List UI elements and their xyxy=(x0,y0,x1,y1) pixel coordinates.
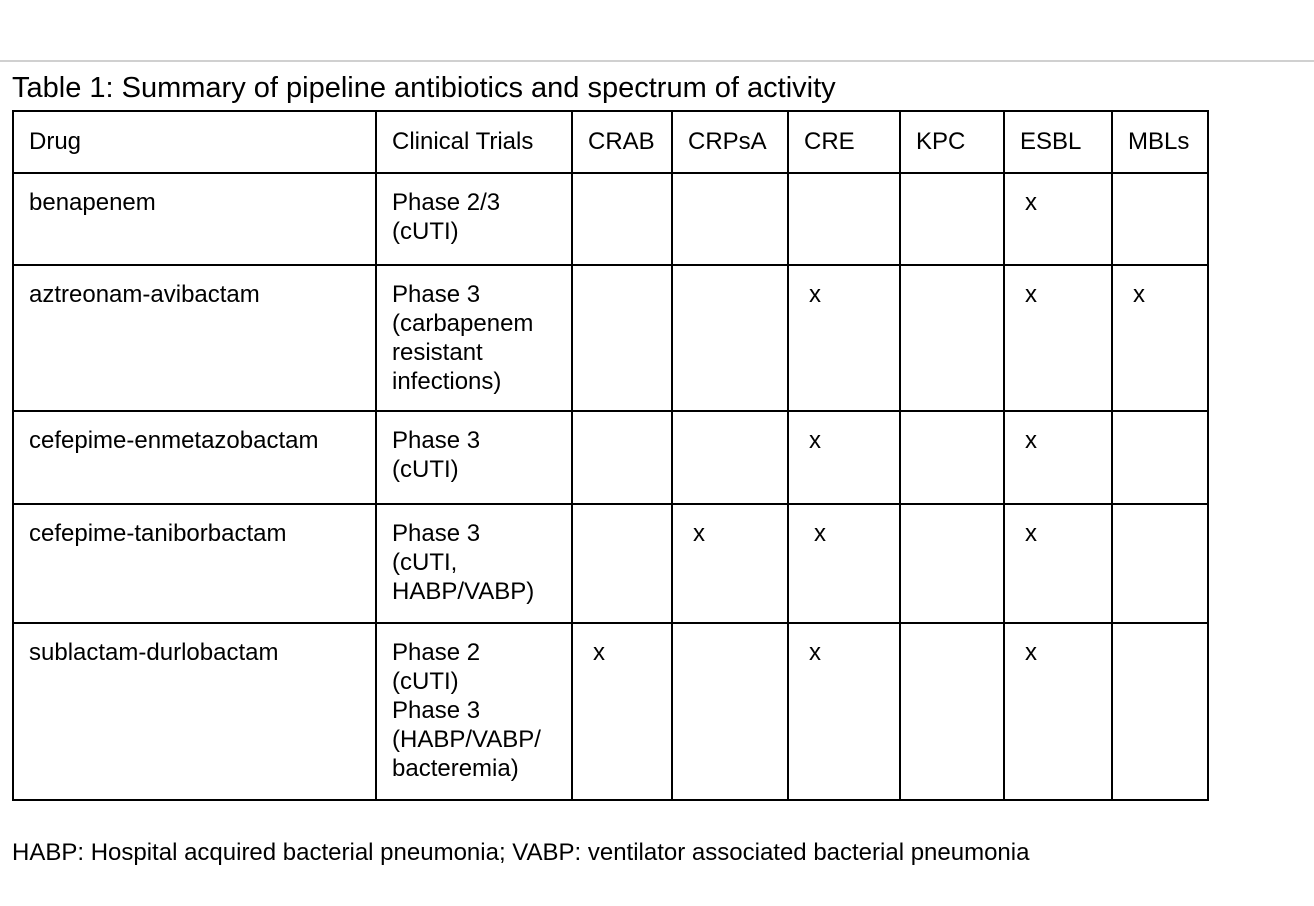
table-row xyxy=(13,173,1208,265)
header-esbl: ESBL xyxy=(1004,111,1112,173)
header-clinical-trials: Clinical Trials xyxy=(376,111,572,173)
mbls-cell xyxy=(1112,623,1208,800)
crpsa-cell xyxy=(672,265,788,411)
drug-cell: aztreonam-avibactam xyxy=(13,265,376,411)
crpsa-cell xyxy=(672,411,788,504)
table-caption: Table 1: Summary of pipeline antibiotics and spectrum of activity xyxy=(12,72,836,104)
header-crab: CRAB xyxy=(572,111,672,173)
cre-cell: x xyxy=(788,623,900,800)
mbls-cell xyxy=(1112,411,1208,504)
table-row xyxy=(13,504,1208,623)
kpc-cell xyxy=(900,411,1004,504)
crpsa-cell xyxy=(672,173,788,265)
esbl-cell: x xyxy=(1004,265,1112,411)
table-row xyxy=(13,411,1208,504)
kpc-cell xyxy=(900,265,1004,411)
top-divider xyxy=(0,60,1314,62)
crab-cell xyxy=(572,504,672,623)
header-row xyxy=(13,111,1208,173)
mbls-cell xyxy=(1112,173,1208,265)
clinical-trials-cell: Phase 2 (cUTI) Phase 3 (HABP/VABP/ bacteremia) xyxy=(376,623,572,800)
crpsa-cell xyxy=(672,623,788,800)
header-drug: Drug xyxy=(13,111,376,173)
esbl-cell: x xyxy=(1004,173,1112,265)
cre-cell: x xyxy=(788,265,900,411)
header-mbls: MBLs xyxy=(1112,111,1208,173)
crab-cell xyxy=(572,265,672,411)
cre-cell: x xyxy=(788,411,900,504)
esbl-cell: x xyxy=(1004,623,1112,800)
header-kpc: KPC xyxy=(900,111,1004,173)
kpc-cell xyxy=(900,173,1004,265)
drug-cell: cefepime-taniborbactam xyxy=(13,504,376,623)
kpc-cell xyxy=(900,504,1004,623)
esbl-cell: x xyxy=(1004,504,1112,623)
drug-cell: cefepime-enmetazobactam xyxy=(13,411,376,504)
mbls-cell: x xyxy=(1112,265,1208,411)
cre-cell: x xyxy=(788,504,900,623)
cre-cell xyxy=(788,173,900,265)
drug-cell: sublactam-durlobactam xyxy=(13,623,376,800)
table-footnote: HABP: Hospital acquired bacterial pneumonia; VABP: ventilator associated bacterial pneumonia xyxy=(12,839,1030,866)
esbl-cell: x xyxy=(1004,411,1112,504)
drug-cell: benapenem xyxy=(13,173,376,265)
header-cre: CRE xyxy=(788,111,900,173)
clinical-trials-cell: Phase 2/3 (cUTI) xyxy=(376,173,572,265)
antibiotics-table xyxy=(12,110,1209,801)
crpsa-cell: x xyxy=(672,504,788,623)
clinical-trials-cell: Phase 3 (cUTI, HABP/VABP) xyxy=(376,504,572,623)
mbls-cell xyxy=(1112,504,1208,623)
clinical-trials-cell: Phase 3 (cUTI) xyxy=(376,411,572,504)
crab-cell xyxy=(572,411,672,504)
crab-cell: x xyxy=(572,623,672,800)
crab-cell xyxy=(572,173,672,265)
table-row xyxy=(13,265,1208,411)
kpc-cell xyxy=(900,623,1004,800)
header-crpsa: CRPsA xyxy=(672,111,788,173)
table-row xyxy=(13,623,1208,800)
clinical-trials-cell: Phase 3 (carbapenem resistant infections) xyxy=(376,265,572,411)
